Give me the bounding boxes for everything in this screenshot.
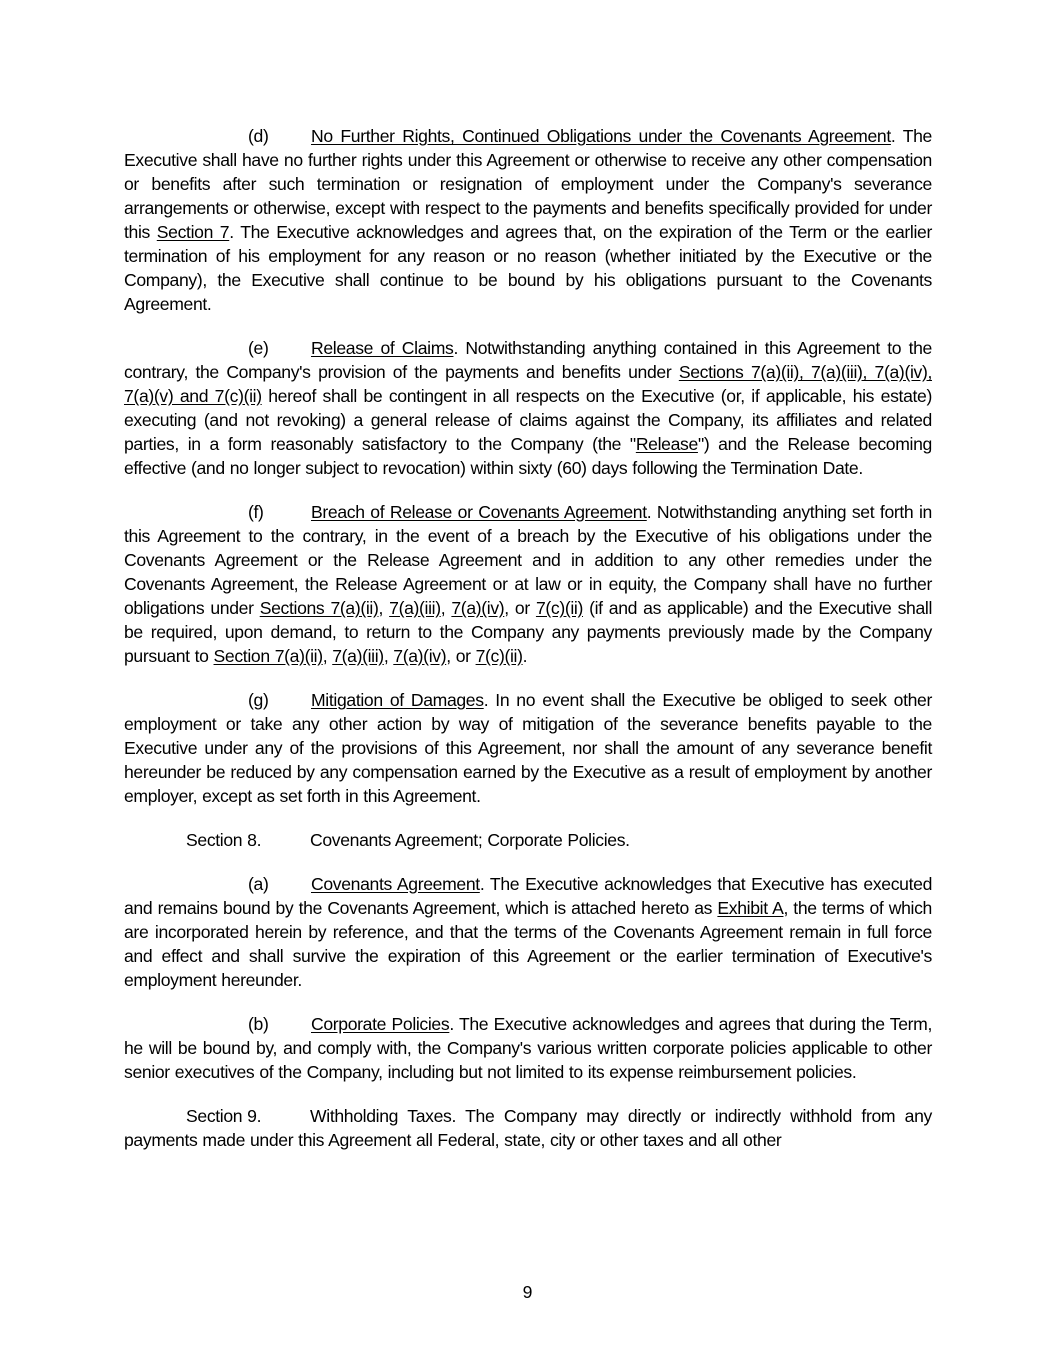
section-9-paragraph bbox=[124, 1104, 932, 1152]
section-reference: 7(a)(iv) bbox=[451, 598, 505, 618]
paragraph-g bbox=[124, 688, 932, 808]
page-number: 9 bbox=[522, 1282, 533, 1302]
section-8-heading bbox=[124, 828, 932, 852]
paragraph-text: hereof shall be contingent in all respects on the Executive (or, if applicable, his estate) executing (and not revoking) a general release of claims against the Company, its affiliates and related parties, in a form reasonably satisfactory to the Company (the " bbox=[124, 386, 932, 454]
section-reference: 7(c)(ii) bbox=[535, 598, 583, 618]
paragraph-heading: Breach of Release or Covenants Agreement bbox=[311, 502, 647, 522]
section-reference: Section 7 bbox=[156, 222, 230, 242]
paragraph-text: . The Executive acknowledges and agrees that during the Term, he will be bound by, and comply with, the Company's various written corporate policies applicable to other senior executives of the Company, including but not limited to its expense reimbursement policies. bbox=[124, 1014, 932, 1082]
paragraph-heading: Release of Claims bbox=[311, 338, 454, 358]
section-reference: Sections 7(a)(ii) bbox=[259, 598, 379, 618]
paragraph-label: (g) bbox=[248, 690, 269, 710]
section-reference: 7(a)(iii) bbox=[389, 598, 441, 618]
section-reference: 7(a)(iii) bbox=[332, 646, 384, 666]
separator-text: , bbox=[440, 598, 452, 618]
paragraph-text: Withholding Taxes. The Company may directly or indirectly withhold from any payments made under this Agreement all Federal, state, city or other taxes and all other bbox=[124, 1106, 932, 1150]
section-label: Section 9. bbox=[186, 1106, 262, 1126]
paragraph-label: (e) bbox=[248, 338, 269, 358]
section-label: Section 8. bbox=[186, 830, 262, 850]
paragraph-text: . bbox=[522, 646, 528, 666]
section-reference: 7(a)(iv) bbox=[393, 646, 447, 666]
paragraph-e bbox=[124, 336, 932, 480]
paragraph-8b bbox=[124, 1012, 932, 1084]
section-reference: 7(c)(ii) bbox=[475, 646, 523, 666]
paragraph-text: . The Executive acknowledges and agrees that, on the expiration of the Term or the earlier termination of his employment for any reason or no reason (whether initiated by the Executive or the Company), the Executive shall continue to be bound by his obligations pursuant to the Covenants Agreement. bbox=[124, 222, 932, 314]
paragraph-8a bbox=[124, 872, 932, 992]
paragraph-heading: No Further Rights, Continued Obligations under the Covenants Agreement bbox=[311, 126, 891, 146]
paragraph-text: ") and the Release becoming effective (and no longer subject to revocation) within sixty (60) days following the Termination Date. bbox=[124, 434, 932, 478]
paragraph-text: (if and as applicable) and the Executive shall be required, upon demand, to return to the Company any payments previously made by the Company pursuant to bbox=[124, 598, 933, 666]
separator-text: , bbox=[322, 646, 333, 666]
paragraph-text: . Notwithstanding anything contained in this Agreement to the contrary, the Company's provision of the payments and benefits under bbox=[124, 338, 932, 382]
document-page bbox=[124, 124, 932, 1172]
paragraph-text: . The Executive acknowledges that Executive has executed and remains bound by the Covenants Agreement, which is attached hereto as bbox=[124, 874, 932, 918]
paragraph-heading: Covenants Agreement bbox=[311, 874, 480, 894]
paragraph-heading: Mitigation of Damages bbox=[311, 690, 484, 710]
paragraph-label: (b) bbox=[248, 1014, 269, 1034]
paragraph-d bbox=[124, 124, 932, 316]
paragraph-text: . Notwithstanding anything set forth in this Agreement to the contrary, in the event of a breach by the Executive of his obligations under the Covenants Agreement or the Release Agreement and in addition to any other remedies under the Covenants Agreement, the Release Agreement or at law or in equity, the Company shall have no further obligations under bbox=[124, 502, 932, 618]
section-reference: Sections 7(a)(ii), 7(a)(iii), 7(a)(iv), 7(a)(v) and 7(c)(ii) bbox=[124, 362, 933, 406]
section-reference: Section 7(a)(ii) bbox=[213, 646, 323, 666]
separator-text: , bbox=[378, 598, 390, 618]
paragraph-text: . The Executive shall have no further rights under this Agreement or otherwise to receive any other compensation or benefits after such termination or resignation of employment under the Company's severance arrangements or otherwise, except with respect to the payments and benefits specifically provided for under this bbox=[124, 126, 932, 242]
paragraph-text: . In no event shall the Executive be obliged to seek other employment or take any other action by way of mitigation of the severance benefits payable to the Executive under any of the provisions of this Agreement, nor shall the amount of any severance benefit hereunder be reduced by any compensation earned by the Executive as a result of employment by another employer, except as set forth in this Agreement. bbox=[124, 690, 932, 806]
paragraph-heading: Corporate Policies bbox=[311, 1014, 450, 1034]
defined-term: Release bbox=[635, 434, 698, 454]
paragraph-label: (a) bbox=[248, 874, 269, 894]
separator-text: , bbox=[383, 646, 394, 666]
paragraph-label: (d) bbox=[248, 126, 269, 146]
exhibit-reference: Exhibit A bbox=[717, 898, 784, 918]
paragraph-label: (f) bbox=[248, 502, 264, 522]
paragraph-f bbox=[124, 500, 932, 668]
separator-text: , or bbox=[504, 598, 536, 618]
separator-text: , or bbox=[446, 646, 476, 666]
paragraph-text: , the terms of which are incorporated herein by reference, and that the terms of the Covenants Agreement remain in full force and effect and shall survive the expiration of this Agreement or the earlier termination of Executive's employment hereunder. bbox=[124, 898, 932, 990]
section-title: Covenants Agreement; Corporate Policies. bbox=[310, 830, 630, 850]
